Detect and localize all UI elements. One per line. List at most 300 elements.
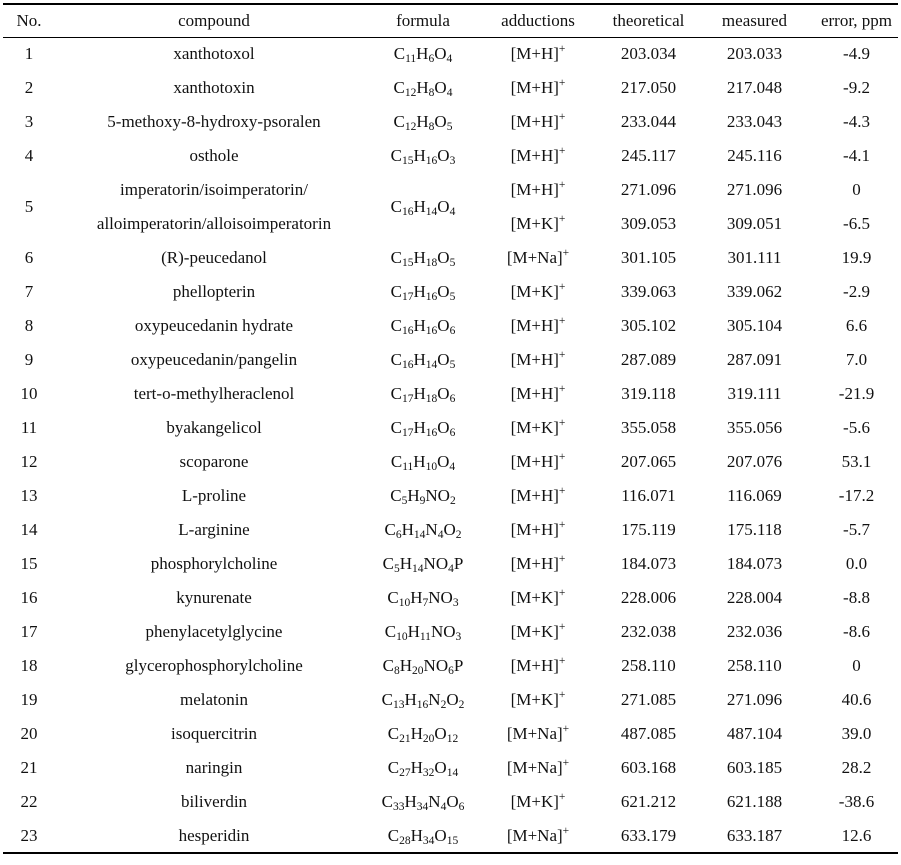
adduct-ion	[473, 445, 603, 479]
formula-element: C	[390, 350, 403, 369]
table-row	[3, 139, 898, 173]
measured-mass: 309.051	[726, 214, 783, 233]
adduct-ion	[473, 479, 603, 513]
formula-element: NO	[423, 656, 449, 675]
formula-count: 11	[405, 53, 417, 66]
table-row	[3, 309, 898, 343]
error-ppm: -38.6	[838, 792, 875, 811]
molecular-formula	[373, 717, 473, 751]
measured-mass: 487.104	[726, 724, 783, 743]
formula-count: 14	[425, 359, 438, 371]
formula-count: 9	[419, 495, 426, 507]
compound-name: xanthotoxol	[173, 44, 255, 64]
formula-count: 34	[416, 801, 429, 813]
formula-element: C	[390, 486, 402, 505]
compound-name: tert-o-methylheraclenol	[133, 384, 295, 403]
formula-element: H	[401, 520, 414, 539]
formula-element: O	[434, 825, 447, 845]
formula-element: H	[413, 418, 426, 437]
table-row	[3, 71, 898, 105]
formula-element: C	[390, 282, 403, 301]
formula-element: H	[410, 758, 423, 777]
measured-mass: 603.185	[726, 758, 783, 777]
adduct-charge: +	[558, 417, 566, 429]
formula-element: H	[413, 316, 426, 335]
formula-element: H	[413, 452, 426, 471]
formula-element: H	[416, 112, 429, 131]
adduct-ion-label: [M+Na]	[506, 758, 563, 777]
formula-element: C	[393, 112, 405, 131]
error-ppm: 12.6	[841, 825, 872, 845]
measured-mass: 232.036	[726, 622, 783, 641]
error-ppm: 53.1	[841, 452, 872, 471]
row-number: 3	[24, 112, 34, 131]
measured-mass: 233.043	[726, 112, 783, 131]
molecular-formula	[373, 71, 473, 105]
table-row	[3, 377, 898, 411]
row-number: 19	[20, 690, 38, 709]
compound-name: phellopterin	[172, 282, 256, 301]
adduct-ion-label: [M+K]	[510, 690, 559, 709]
formula-element: H	[407, 486, 420, 505]
error-ppm: -5.7	[843, 520, 870, 539]
formula-element: O	[437, 248, 450, 267]
formula-count: 3	[455, 631, 462, 643]
compound-name: L-proline	[181, 486, 247, 505]
error-ppm: -21.9	[838, 384, 875, 403]
formula-element: H	[410, 825, 423, 845]
formula-count: 11	[402, 461, 414, 473]
measured-mass: 633.187	[726, 825, 783, 845]
molecular-formula	[373, 547, 473, 581]
formula-count: 32	[422, 767, 435, 779]
error-ppm: 0.0	[845, 554, 868, 573]
formula-count: 8	[394, 665, 400, 677]
formula-element: C	[393, 78, 405, 97]
row-number: 9	[24, 350, 34, 369]
adduct-ion	[473, 241, 603, 275]
adduct-charge: +	[558, 791, 566, 803]
formula-element: H	[413, 248, 426, 267]
formula-element: C	[390, 384, 403, 403]
compound-name: hesperidin	[178, 825, 250, 845]
formula-count: 18	[425, 393, 438, 405]
formula-count: 2	[440, 699, 447, 711]
row-number: 18	[20, 656, 38, 675]
molecular-formula	[373, 513, 473, 547]
adduct-ion-label: [M+K]	[510, 282, 559, 301]
adduct-charge: +	[558, 77, 566, 89]
molecular-formula	[373, 819, 473, 853]
header-measured: measured	[721, 10, 788, 30]
table-row	[3, 615, 898, 649]
adduct-ion	[473, 751, 603, 785]
formula-count: 16	[425, 155, 438, 167]
table-row	[3, 105, 898, 139]
error-ppm: 0	[852, 656, 861, 675]
molecular-formula	[373, 785, 473, 819]
formula-element: C	[390, 418, 403, 437]
compound-name: phosphorylcholine	[150, 554, 278, 573]
header-formula: formula	[396, 10, 450, 30]
adduct-ion-label: [M+H]	[510, 78, 559, 97]
table-row	[3, 241, 898, 275]
table-row	[3, 275, 898, 309]
adduct-ion	[473, 615, 603, 649]
header-compound: compound	[178, 10, 250, 30]
measured-mass: 271.096	[726, 690, 783, 709]
formula-element: O	[434, 724, 447, 743]
error-ppm: -8.8	[843, 588, 870, 607]
formula-element: C	[384, 622, 397, 641]
formula-count: 5	[446, 121, 453, 133]
adduct-charge: +	[558, 689, 566, 701]
adduct-ion	[473, 173, 603, 207]
header-adductions: adductions	[501, 10, 575, 30]
formula-count: 6	[449, 325, 456, 337]
formula-count: 15	[446, 834, 459, 847]
formula-count: 5	[401, 495, 408, 507]
adduct-ion	[473, 683, 603, 717]
formula-element: H	[416, 78, 429, 97]
adduct-ion-label: [M+Na]	[506, 724, 563, 743]
formula-element: C	[390, 146, 403, 165]
formula-element: N	[428, 690, 441, 709]
row-number: 14	[20, 520, 38, 539]
formula-element: H	[407, 622, 420, 641]
formula-element: C	[381, 690, 393, 709]
measured-mass: 116.069	[727, 486, 782, 505]
molecular-formula	[373, 479, 473, 513]
molecular-formula	[373, 139, 473, 173]
adduct-ion	[473, 581, 603, 615]
adduct-charge: +	[562, 723, 570, 735]
compound-name: biliverdin	[180, 792, 248, 811]
measured-mass: 287.091	[726, 350, 783, 369]
molecular-formula	[373, 241, 473, 275]
adduct-charge: +	[558, 281, 566, 293]
measured-mass: 319.111	[727, 384, 782, 403]
formula-count: 2	[455, 529, 462, 541]
table-row	[3, 513, 898, 547]
compound-name: melatonin	[180, 690, 248, 709]
row-number: 23	[20, 825, 38, 845]
theoretical-mass: 217.050	[620, 78, 677, 97]
row-number: 1	[24, 44, 34, 64]
table-row	[3, 717, 898, 751]
header-row	[3, 4, 898, 37]
formula-element: C	[390, 316, 403, 335]
formula-count: 4	[449, 206, 456, 218]
table-row	[3, 547, 898, 581]
formula-element: O	[437, 350, 450, 369]
theoretical-mass: 287.089	[620, 350, 677, 369]
adduct-charge: +	[558, 349, 566, 361]
table-row	[3, 445, 898, 479]
formula-count: 16	[425, 325, 438, 337]
formula-element: O	[434, 758, 447, 777]
formula-element: O	[437, 197, 450, 216]
measured-mass: 355.056	[726, 418, 783, 437]
adduct-charge: +	[558, 485, 566, 497]
formula-count: 4	[437, 529, 444, 541]
formula-element: H	[410, 588, 423, 607]
row-number: 11	[20, 418, 38, 437]
measured-mass: 207.076	[726, 452, 783, 471]
compound-name: xanthotoxin	[173, 78, 255, 97]
formula-element: O	[437, 452, 450, 471]
adduct-ion-label: [M+K]	[510, 622, 559, 641]
formula-count: 4	[448, 563, 454, 575]
formula-element: NO	[430, 622, 456, 641]
formula-count: 20	[412, 665, 424, 677]
formula-count: 4	[449, 461, 456, 473]
adduct-ion	[473, 343, 603, 377]
table-row	[3, 683, 898, 717]
adduct-ion-label: [M+H]	[510, 146, 559, 165]
measured-mass: 621.188	[726, 792, 783, 811]
adduct-ion	[473, 377, 603, 411]
formula-element: O	[446, 690, 459, 709]
formula-element: C	[387, 588, 399, 607]
error-ppm: 6.6	[845, 316, 868, 335]
formula-count: 3	[449, 155, 456, 167]
row-number: 12	[20, 452, 38, 471]
compound-table	[3, 3, 898, 854]
formula-count: 4	[440, 801, 447, 813]
adduct-ion	[473, 37, 603, 71]
formula-count: 21	[399, 733, 411, 745]
formula-count: 16	[402, 206, 414, 218]
formula-element: C	[393, 44, 406, 64]
theoretical-mass: 305.102	[620, 316, 677, 335]
formula-element: H	[404, 792, 417, 811]
formula-count: 12	[404, 87, 417, 99]
formula-count: 15	[402, 155, 414, 167]
adduct-ion	[473, 649, 603, 683]
error-ppm: -4.1	[843, 146, 870, 165]
formula-count: 13	[393, 699, 405, 711]
molecular-formula	[373, 649, 473, 683]
theoretical-mass: 339.063	[620, 282, 677, 301]
formula-count: 5	[449, 257, 456, 269]
error-ppm: -4.3	[843, 112, 870, 131]
formula-element: O	[437, 418, 450, 437]
adduct-ion	[473, 547, 603, 581]
adduct-ion-label: [M+H]	[510, 384, 559, 403]
theoretical-mass: 633.179	[620, 825, 677, 845]
molecular-formula	[373, 683, 473, 717]
measured-mass: 184.073	[726, 554, 783, 573]
formula-element: H	[413, 350, 426, 369]
adduct-ion	[473, 275, 603, 309]
header-no: No.	[16, 10, 42, 30]
formula-element: H	[413, 282, 426, 301]
formula-count: 11	[419, 631, 431, 643]
adduct-ion-label: [M+H]	[510, 350, 559, 369]
formula-count: 18	[425, 257, 438, 269]
formula-count: 20	[422, 733, 435, 745]
row-number: 22	[20, 792, 38, 811]
formula-element: P	[453, 554, 464, 573]
row-number: 7	[24, 282, 34, 301]
adduct-ion-label: [M+H]	[510, 452, 559, 471]
adduct-charge: +	[558, 145, 566, 157]
formula-count: 14	[425, 206, 438, 218]
formula-count: 6	[449, 393, 456, 405]
formula-element: C	[390, 248, 403, 267]
adduct-ion-label: [M+Na]	[506, 825, 563, 845]
theoretical-mass: 245.117	[621, 146, 676, 165]
formula-count: 17	[402, 393, 414, 405]
formula-count: 4	[446, 87, 453, 99]
adduct-ion	[473, 513, 603, 547]
formula-element: H	[416, 44, 429, 64]
table-row	[3, 411, 898, 445]
adduct-ion	[473, 309, 603, 343]
theoretical-mass: 301.105	[620, 248, 677, 267]
adduct-charge: +	[558, 111, 566, 123]
adduct-charge: +	[562, 757, 570, 769]
adduct-charge: +	[558, 213, 566, 225]
formula-element: O	[446, 792, 459, 811]
theoretical-mass: 203.034	[620, 44, 677, 64]
adduct-charge: +	[558, 587, 566, 599]
row-number: 17	[20, 622, 38, 641]
formula-count: 12	[404, 121, 417, 133]
theoretical-mass: 207.065	[620, 452, 677, 471]
formula-count: 5	[449, 359, 456, 371]
compound-name	[55, 173, 373, 241]
adduct-ion	[473, 139, 603, 173]
row-number: 5	[24, 197, 34, 216]
formula-count: 17	[402, 427, 414, 439]
formula-element: O	[434, 112, 447, 131]
compound-name: kynurenate	[176, 588, 252, 607]
measured-mass: 245.116	[727, 146, 782, 165]
formula-count: 10	[398, 597, 411, 609]
adduct-ion	[473, 717, 603, 751]
error-ppm: -5.6	[843, 418, 870, 437]
formula-element: O	[437, 384, 450, 403]
formula-element: NO	[428, 588, 453, 607]
compound-name: 5-methoxy-8-hydroxy-psoralen	[107, 112, 321, 131]
error-ppm: -6.5	[843, 214, 870, 233]
table-row	[3, 649, 898, 683]
formula-element: H	[399, 554, 413, 573]
compound-name: (R)-peucedanol	[161, 248, 267, 267]
formula-element: H	[413, 197, 426, 216]
formula-count: 2	[458, 699, 465, 711]
table-row	[3, 819, 898, 853]
formula-count: 16	[402, 359, 414, 371]
formula-count: 16	[425, 427, 438, 439]
table-row	[3, 751, 898, 785]
theoretical-mass: 228.006	[620, 588, 677, 607]
table-row	[3, 785, 898, 819]
formula-count: 7	[422, 597, 429, 609]
compound-name: oxypeucedanin hydrate	[134, 316, 294, 335]
theoretical-mass: 319.118	[621, 384, 676, 403]
row-number: 21	[20, 758, 38, 777]
adduct-ion	[473, 819, 603, 853]
adduct-ion-label: [M+H]	[510, 486, 559, 505]
header-error: error, ppm	[820, 10, 893, 30]
table-row	[3, 581, 898, 615]
formula-count: 6	[458, 801, 465, 813]
theoretical-mass: 271.085	[620, 690, 677, 709]
error-ppm: -9.2	[843, 78, 870, 97]
formula-element: C	[387, 758, 400, 777]
adduct-ion-label: [M+K]	[510, 418, 559, 437]
formula-count: 15	[402, 257, 414, 269]
formula-count: 33	[393, 801, 405, 813]
error-ppm: 19.9	[841, 248, 872, 267]
measured-mass: 228.004	[726, 588, 783, 607]
measured-mass: 301.111	[727, 248, 782, 267]
formula-element: C	[381, 792, 393, 811]
formula-element: N	[425, 520, 438, 539]
error-ppm: -8.6	[843, 622, 870, 641]
error-ppm: 0	[852, 180, 861, 199]
table-row	[3, 343, 898, 377]
formula-element: N	[428, 792, 441, 811]
compound-name: scoparone	[179, 452, 249, 471]
molecular-formula	[373, 105, 473, 139]
row-number: 6	[24, 248, 34, 267]
row-number: 16	[20, 588, 38, 607]
adduct-charge: +	[558, 451, 566, 463]
formula-element: O	[434, 78, 447, 97]
formula-element: C	[390, 452, 403, 471]
adduct-ion-label: [M+H]	[510, 180, 559, 199]
compound-name: byakangelicol	[166, 418, 262, 437]
formula-count: 2	[449, 495, 456, 507]
measured-mass: 217.048	[726, 78, 783, 97]
formula-element: H	[413, 384, 426, 403]
adduct-ion-label: [M+Na]	[506, 248, 563, 267]
formula-element: C	[384, 520, 396, 539]
error-ppm: 7.0	[845, 350, 868, 369]
formula-element: O	[434, 44, 447, 64]
molecular-formula	[373, 445, 473, 479]
molecular-formula	[373, 615, 473, 649]
formula-element: C	[390, 197, 403, 216]
formula-element: NO	[423, 554, 449, 573]
formula-count: 17	[402, 291, 414, 303]
compound-name: oxypeucedanin/pangelin	[130, 350, 298, 369]
error-ppm: -4.9	[843, 44, 870, 64]
compound-name: isoquercitrin	[171, 724, 257, 743]
formula-element: O	[437, 282, 450, 301]
formula-element: C	[382, 554, 395, 573]
formula-element: O	[437, 146, 450, 165]
formula-element: H	[404, 690, 417, 709]
error-ppm: 39.0	[841, 724, 872, 743]
table-body	[3, 37, 898, 853]
adduct-ion	[473, 105, 603, 139]
adduct-ion-label: [M+K]	[510, 792, 559, 811]
formula-count: 16	[402, 325, 414, 337]
molecular-formula	[373, 581, 473, 615]
formula-count: 16	[416, 699, 429, 711]
theoretical-mass: 355.058	[620, 418, 677, 437]
theoretical-mass: 175.119	[621, 520, 676, 539]
formula-element: P	[453, 656, 464, 675]
adduct-charge: +	[558, 43, 566, 56]
adduct-ion-label: [M+K]	[510, 588, 559, 607]
formula-count: 10	[396, 631, 408, 643]
